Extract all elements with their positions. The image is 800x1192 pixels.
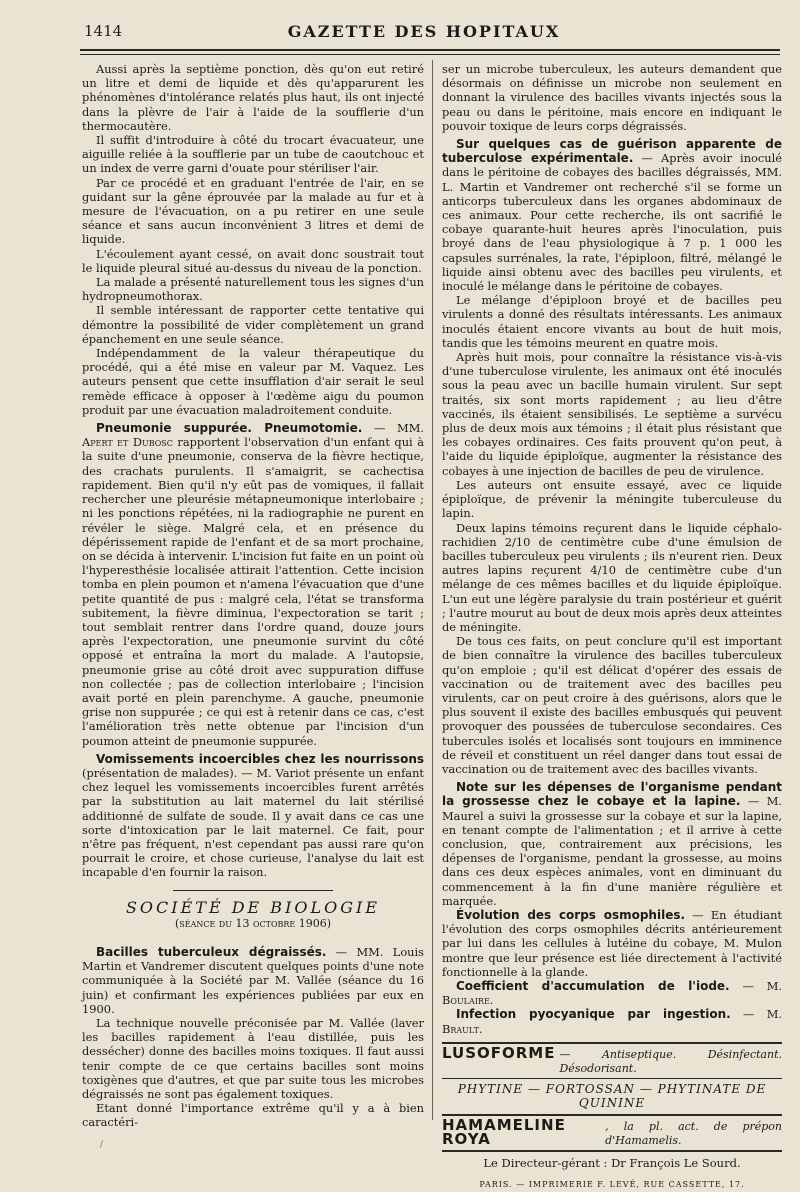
advert-brand: HAMAMELINE ROYA — [442, 1115, 566, 1148]
society-session-date: (séance du 13 octobre 1906) — [174, 916, 332, 930]
article-heading: Infection pyocyanique par ingestion. — [456, 1007, 731, 1022]
page-header — [84, 22, 764, 44]
article-authors: — M. Brault. — [442, 1007, 783, 1036]
article-authors: — M. Boulaire. — [442, 979, 783, 1008]
article-authors: — MM. Apert et Dubosc — [82, 421, 424, 450]
paragraph: Le mélange d'épiploon broyé et de bacilles peu virulents a donné des résultats intéressants. Les animaux inoculés étaient encore vivants au bout de huit mois, tandis que les témoins meurent en quatre mois. — [442, 293, 782, 350]
article-vomissements — [82, 752, 424, 880]
header-rule — [80, 49, 780, 51]
article-heading: Sur quelques cas de guérison apparente de tuberculose expérimentale. — [442, 137, 782, 166]
article-evolution — [442, 908, 782, 979]
paragraph: De tous ces faits, on peut conclure qu'il est important de bien connaître la virulence des bacilles tuberculeux qu'on emploie ; qu'il est délicat d'opérer des essais de vaccination ou de traitement avec des bacilles peu virulents, car on peut croire à des guérisons, alors que le plus souvent il existe des bacilles embusqués qui peuvent provoquer des poussées de tuberculose secondaires. Ces tubercules isolés et localisés sont toujours en imminence de réveil et constituent un réel danger dans tout essai de vaccination ou de traitement avec des bacilles vivants. — [442, 634, 782, 776]
article-infection — [442, 1007, 782, 1035]
advert-lusoforme — [442, 1042, 782, 1078]
article-guerison — [442, 137, 782, 293]
article-heading: Évolution des corps osmophiles. — [456, 907, 686, 922]
advert-brand: LUSOFORME — [442, 1043, 556, 1062]
paragraph: Etant donné l'importance extrême qu'il y a à bien caractéri- — [82, 1101, 424, 1130]
left-column — [82, 62, 424, 1130]
paragraph: Indépendamment de la valeur thérapeutique du procédé, qui a été mise en valeur par M. Vaquez. Les auteurs pensent que cette insufflation d'air serait le seul remède efficace à opposer à l'œdème aigu du poumon produit par une évacuation maladroitement conduite. — [82, 346, 424, 417]
column-divider — [432, 60, 433, 1120]
journal-title: GAZETTE DES HOPITAUX — [287, 22, 561, 41]
paragraph: La malade a présenté naturellement tous les signes d'un hydropneumothorax. — [82, 275, 424, 304]
printer-line: PARIS. — IMPRIMERIE F. LEVÉ, RUE CASSETTE, 17. — [479, 1180, 745, 1190]
paragraph: Par ce procédé et en graduant l'entrée de l'air, en se guidant sur la gêne éprouvée par la malade au fur et à mesure de l'évacuation, on a pu retirer en une seule séance et sans aucun inconvénient 3 litres et demi de liquide. — [82, 175, 424, 247]
article-body: — Après avoir inoculé dans le péritoine de cobayes des bacilles dégraissés, MM. L. Martin et Vandremer ont recherché s'il se forme un anticorps tuberculeux dans les organes abdominaux de ces animaux. Pour cette recherche, ils ont sacrifié le cobaye quarante-huit heures après l'inoculation, puis broyé dans de l'eau physiologique à 7 p. 1 000 les capsules surrénales, la rate, l'épiploon, filtré, mélangé le liquide ainsi obtenu avec des bacilles peu virulents, et inoculé le mélange dans le péritoine de cobayes. — [442, 151, 782, 294]
article-iode — [442, 979, 782, 1007]
advert-hamameline — [442, 1114, 782, 1150]
header-rule-thin — [80, 54, 780, 55]
paragraph: Les auteurs ont ensuite essayé, avec ce liquide épiploïque, de prévenir la méningite tuberculeuse du lapin. — [442, 477, 782, 521]
advert-phytine: PHYTINE — FORTOSSAN — PHYTINATE DE QUININE — [442, 1078, 782, 1113]
paragraph: ser un microbe tuberculeux, les auteurs demandent que désormais on définisse un microbe non seulement en donnant la virulence des bacilles vivants injectés sous la peau ou dans le péritoine, mais encore en indiquant le pouvoir toxique de leurs corps dégraissés. — [442, 62, 782, 133]
paragraph: Après huit mois, pour connaître la résistance vis-à-vis d'une tuberculose virulente, les animaux ont été inoculés sous la peau avec un bacille humain virulent. Sur sept traités, six sont morts rapidement ; au lieu d'être vaccinés, ils étaient sensibilisés. Le septième a survécu plus de deux mois aux témoins ; il était plus résistant que les cobayes ordinaires. Ces faits prouvent qu'on peut, à l'aide du liquide épiploïque, augmenter la résistance des cobayes à une injection de bacilles de peu de virulence. — [442, 350, 782, 478]
page-number: 1414 — [84, 22, 123, 40]
advert-tagline: — Antiseptique. Désinfectant. Désodorisant. — [559, 1047, 782, 1076]
article-body: — MM. Louis Martin et Vandremer discutent quelques points d'une note communiquée à la Société par M. Vallée (séance du 16 juin) et confirmant les expériences publiées par eux en 1900. — [82, 944, 424, 1016]
paragraph: Il semble intéressant de rapporter cette tentative qui démontre la possibilité de vider complètement un grand épanchement en une seule séance. — [82, 303, 424, 346]
paragraph: Aussi après la septième ponction, dès qu'on eut retiré un litre et demi de liquide et dès qu'apparurent les phénomènes d'intolérance relatés plus haut, ils ont injecté dans la plèvre de l'air à l'aide de la soufflerie d'un thermocautère. — [82, 62, 424, 133]
article-heading: Bacilles tuberculeux dégraissés. — [96, 944, 327, 959]
article-bacilles — [82, 945, 424, 1016]
section-divider — [173, 890, 333, 891]
paragraph: La technique nouvelle préconisée par M. Vallée (laver les bacilles rapidement à l'eau distillée, puis les dessécher) donne des bacilles moins toxiques. Il faut aussi tenir compte de ce que certains bacilles sont moins toxigènes que d'autres, et que par suite tous les microbes dégraissés ne sont pas également toxiques. — [82, 1016, 424, 1102]
article-heading: Coefficient d'accumulation de l'iode. — [456, 979, 730, 993]
article-body: (présentation de malades). — M. Variot présente un enfant chez lequel les vomissements incoercibles furent arrêtés par la substitution au lait maternel du lait stérilisé additionné de sulfate de soude. Il y avait dans ce cas une sorte d'intoxication par le lait maternel. Ce fait, pour n'être pas fréquent, n'est cependant pas aussi rare qu'on pourrait le croire, et chose curieuse, l'analyse du lait est incapable d'en fournir la raison. — [82, 765, 424, 880]
paragraph: Il suffit d'introduire à côté du trocart évacuateur, une aiguille reliée à la soufflerie par un tube de caoutchouc et un index de verre garni d'ouate pour stériliser l'air. — [82, 133, 424, 176]
right-column — [442, 62, 782, 1192]
paragraph: L'écoulement ayant cessé, on avait donc soustrait tout le liquide pleural situé au-dessus du niveau de la ponction. — [82, 246, 424, 275]
paragraph: Deux lapins témoins reçurent dans le liquide céphalo-rachidien 2/10 de centimètre cube d'une émulsion de bacilles tuberculeux peu virulents ; ils n'eurent rien. Deux autres lapins reçurent 4/10 de centimètre cube d'un mélange de ces mêmes bacilles et du liquide épiploïque. L'un eut une légère paralysie du train postérieur et guérit ; l'autre mourut au bout de deux mois après deux atteintes de méningite. — [442, 520, 782, 634]
article-body: — En étudiant l'évolution des corps osmophiles décrits antérieurement par lui dans les cellules à lutéine du cobaye, M. Mulon montre que leur présence est liée directement à l'activité fonctionnelle à la glande. — [442, 907, 782, 979]
article-heading: Pneumonie suppurée. Pneumotomie. — [96, 421, 363, 436]
directeur-line: Le Directeur-gérant : Dr François Le Sourd. — [442, 1150, 782, 1170]
ink-mark: / — [100, 1140, 104, 1150]
article-depenses — [442, 780, 782, 908]
article-pneumonie — [82, 421, 424, 748]
society-title: SOCIÉTÉ DE BIOLOGIE — [125, 897, 381, 917]
article-body: — M. Maurel a suivi la grossesse sur la cobaye et sur la lapine, en tenant compte de l'alimentation ; et il arrive à cette conclusion, que, contrairement aux précisions, les dépenses de l'organisme, pendant la grossesse, au moins dans ces deux espèces animales, vont en diminuant du commencement à la fin d'une manière régulière et marquée. — [442, 794, 783, 908]
article-heading: Note sur les dépenses de l'organisme pendant la grossesse chez le cobaye et la lapine. — [442, 780, 782, 809]
article-body: rapportent l'observation d'un enfant qui à la suite d'une pneumonie, conserva de la fièvre hectique, des crachats purulents. Il s'amaigrit, se cachectisa rapidement. Bien qu'il n'y eût pas de vomiques, il fallait rechercher une pleurésie métapneumonique interlobaire ; ni les ponctions répétées, ni la radiographie ne purent en révéler le siège. Malgré cela, et en présence du dépérissement rapide de l'enfant et de sa mort prochaine, on se décida à intervenir. L'incision fut faite en un point où l'hyperesthésie localisée attirait l'attention. Cette incision tomba en plein poumon et n'amena l'évacuation que d'une petite quantité de pus : malgré cela, l'état se transforma subitement, la fièvre diminua, l'expectoration se tarit ; tout semblait rentrer dans l'ordre quand, douze jours après l'expectoration, une pneumonie survint du côté opposé et entraîna la mort du malade. A l'autopsie, pneumonie grise au côté droit avec suppuration diffuse non collectée ; pas de collection interlobaire ; l'incision avait porté en plein parenchyme. A gauche, pneumonie grise non suppurée ; ce qui est à retenir dans ce cas, c'est l'amélioration très nette obtenue par l'incision d'un poumon atteint de pneumonie suppurée. — [82, 435, 424, 748]
advert-tagline: , la pl. act. de prépon d'Hamamelis. — [605, 1119, 782, 1147]
article-heading: Vomissements incoercibles chez les nourrissons — [96, 751, 424, 766]
